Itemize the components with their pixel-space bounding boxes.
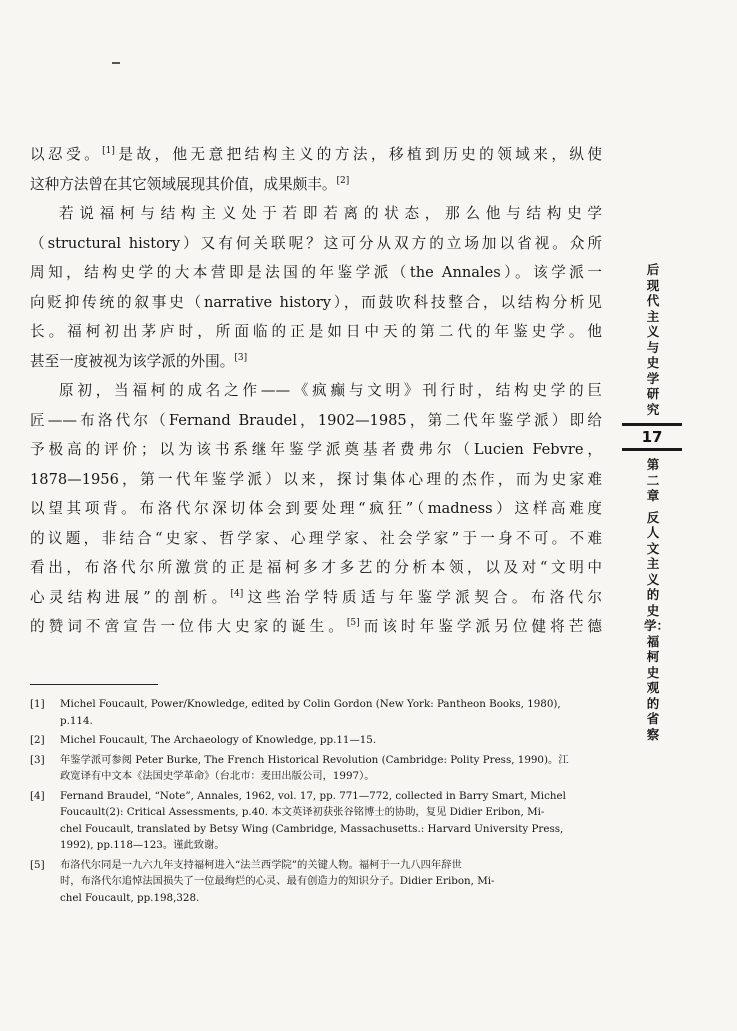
- footnote-ref[interactable]: [1]: [102, 146, 115, 157]
- text-line: 匠——布洛代尔（Fernand Braudel，1902—1985，第二代年鉴学派）即给: [30, 411, 602, 429]
- footnote-1: [30, 696, 610, 729]
- text-run: 心灵结构进展”的剖析。: [30, 588, 231, 606]
- footnote-number: [5]: [30, 858, 45, 871]
- footnote-ref[interactable]: [3]: [234, 352, 248, 363]
- page-number-box: [622, 423, 682, 451]
- text-line: 的议题，非结合“史家、哲学家、心理学家、社会学家”于一身不可。不难: [30, 529, 602, 547]
- text-line: [30, 583, 602, 613]
- main-text: [30, 140, 602, 642]
- footnote-divider: [30, 684, 158, 685]
- footnote-number: [3]: [30, 753, 45, 766]
- footnote-line: 时，布洛代尔追悼法国损失了一位最绚烂的心灵、最有创造力的知识分子。Didier Eribon, Mi-: [60, 875, 495, 887]
- text-line: [30, 140, 602, 170]
- side-running-head: [622, 262, 682, 742]
- footnote-line: 年鉴学派可参阅 Peter Burke, The French Historical Revolution (Cambridge: Polity Press, 1990)。江: [60, 753, 569, 766]
- footnote-5: [30, 857, 610, 907]
- text-run: 甚至一度被视为该学派的外围。: [30, 352, 235, 370]
- text-line: 原初，当福柯的成名之作——《疯癫与文明》刊行时，结构史学的巨: [59, 382, 602, 399]
- chapter-title: 反人文主义的史学：福柯史观的省察: [644, 509, 670, 742]
- footnote-2: [30, 732, 610, 749]
- footnote-line: Foucault(2): Critical Assessments, p.40. 本文英译初获张谷铭博士的协助，复见 Didier Eribon, Mi-: [60, 806, 545, 818]
- footnote-line: Michel Foucault, Power/Knowledge, edited by Colin Gordon (New York: Pantheon Books, 1980),: [60, 698, 561, 710]
- footnote-line: 政宽译有中文本《法国史学革命》（台北市：麦田出版公司，1997）。: [60, 770, 375, 782]
- text-line: 看出，布洛代尔所激赏的正是福柯多才多艺的分析本领，以及对“文明中: [30, 559, 602, 576]
- text-line: 若说福柯与结构主义处于若即若离的状态，那么他与结构史学: [59, 205, 602, 222]
- text-line: 以望其项背。布洛代尔深切体会到要处理“疯狂”（madness）这样高难度: [30, 500, 602, 517]
- text-run: 的赞词不啻宣告一位伟大史家的诞生。: [30, 618, 347, 635]
- text-run: 是故，他无意把结构主义的方法，移植到历史的领域来，纵使: [114, 146, 602, 163]
- footnote-line: chel Foucault, translated by Betsy Wing (Cambridge, Massachusetts.: Harvard University Press,: [60, 822, 564, 835]
- footnote-number: [2]: [30, 734, 45, 746]
- paragraph-2: [30, 199, 602, 376]
- text-line: [30, 170, 602, 200]
- footnote-number: [4]: [30, 789, 45, 802]
- footnote-line: 布洛代尔同是一九六九年支持福柯进入“法兰西学院”的关键人物。福柯于一九八四年辞世: [60, 858, 462, 871]
- paragraph-3: [30, 376, 602, 642]
- footnote-ref[interactable]: [4]: [230, 588, 244, 599]
- footnote-ref[interactable]: [2]: [336, 175, 350, 186]
- text-line: [30, 612, 602, 642]
- text-run: 这种方法曾在其它领域展现其价值，成果颇丰。: [30, 175, 337, 193]
- footnote-number: [1]: [30, 698, 45, 710]
- text-line: 1878—1956，第一代年鉴学派）以来，探讨集体心理的杰作，而为史家难: [30, 470, 602, 488]
- footnote-3: [30, 752, 610, 785]
- footnote-line: Fernand Braudel, “Note”, Annales, 1962, vol. 17, pp. 771—772, collected in Barry Smart, Michel: [60, 789, 566, 802]
- scan-mark: [112, 62, 120, 64]
- page-number: 17: [641, 428, 663, 446]
- text-line: （structural history）又有何关联呢？这可分从双方的立场加以省视。众所: [30, 234, 602, 252]
- footnote-4: [30, 788, 610, 854]
- chapter-number: 第二章: [646, 457, 660, 503]
- text-line: 周知，结构史学的大本营即是法国的年鉴学派（the Annales）。该学派一: [30, 264, 602, 281]
- text-line: 予极高的评价；以为该书系继年鉴学派奠基者费弗尔（Lucien Febvre，: [30, 441, 602, 458]
- text-run: 以忍受。: [30, 146, 103, 163]
- text-line: 长。福柯初出茅庐时，所面临的正是如日中天的第二代的年鉴史学。他: [30, 323, 602, 340]
- text-run: 这些治学特质适与年鉴学派契合。布洛代尔: [243, 588, 602, 606]
- text-line: 向贬抑传统的叙事史（narrative history），而鼓吹科技整合，以结构分析见: [30, 293, 602, 311]
- footnote-line: p.114.: [60, 714, 93, 727]
- book-title: 后现代主义与史学研究: [646, 262, 660, 417]
- footnote-line: chel Foucault, pp.198,328.: [60, 891, 200, 904]
- text-run: 而该时年鉴学派另位健将芒德: [359, 618, 602, 635]
- paragraph-1: [30, 140, 602, 199]
- footnote-line: 1992), pp.118—123。谨此致谢。: [60, 839, 225, 851]
- footnote-line: Michel Foucault, The Archaeology of Knowledge, pp.11—15.: [60, 734, 377, 746]
- footnotes: [30, 696, 610, 909]
- text-line: [30, 347, 602, 377]
- footnote-ref[interactable]: [5]: [346, 618, 360, 629]
